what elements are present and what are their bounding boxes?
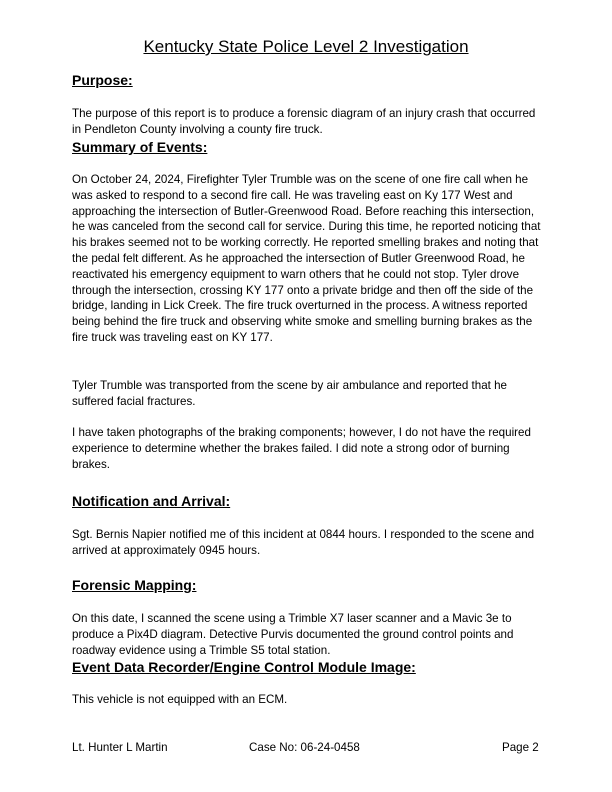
edr-text: This vehicle is not equipped with an ECM. <box>72 693 288 706</box>
summary-paragraph-3: I have taken photographs of the braking components; however, I do not have the required experience to determine whether the brakes failed. I did note a strong odor of burning brakes. <box>72 426 531 471</box>
document-title: Kentucky State Police Level 2 Investigation <box>143 37 469 56</box>
summary-paragraph-2: Tyler Trumble was transported from the scene by air ambulance and reported that he suffered facial fractures. <box>72 379 507 408</box>
footer-case-number: Case No: 06-24-0458 <box>249 741 360 754</box>
footer-page-number: Page 2 <box>502 741 539 754</box>
edr-heading: Event Data Recorder/Engine Control Module Image: <box>72 659 416 675</box>
notification-text: Sgt. Bernis Napier notified me of this incident at 0844 hours. I responded to the scene and arrived at approximately 0945 hours. <box>72 528 535 557</box>
summary-paragraph-1: On October 24, 2024, Firefighter Tyler Trumble was on the scene of one fire call when he was asked to respond to a second fire call. He was traveling east on Ky 177 West and approaching the intersection of Butler-Greenwood Road. Before reaching this intersection, he was canceled from the second call for service. During this time, he reported noticing that his brakes seemed not to be working correctly. He reported smelling brakes and noting that the pedal felt different. As he approached the intersection of Butler Greenwood Road, he reactivated his emergency equipment to warn others that he could not stop. Tyler drove through the intersection, crossing KY 177 onto a private bridge and then off the side of the bridge, landing in Lick Creek. The fire truck overturned in the process. A witness reported being behind the fire truck and observing white smoke and smelling burning brakes as the fire truck was traveling east on KY 177. <box>72 173 541 344</box>
purpose-text: The purpose of this report is to produce a forensic diagram of an injury crash that occurred in Pendleton County involving a county fire truck. <box>72 107 536 136</box>
notification-heading: Notification and Arrival: <box>72 493 231 509</box>
footer-author: Lt. Hunter L Martin <box>72 741 168 754</box>
summary-heading: Summary of Events: <box>72 139 208 155</box>
forensic-mapping-heading: Forensic Mapping: <box>72 577 197 593</box>
purpose-heading: Purpose: <box>72 72 133 88</box>
forensic-mapping-text: On this date, I scanned the scene using a Trimble X7 laser scanner and a Mavic 3e to produce a Pix4D diagram. Detective Purvis documented the ground control points and roadway evidence using a Trimble S5 total station. <box>72 612 514 657</box>
